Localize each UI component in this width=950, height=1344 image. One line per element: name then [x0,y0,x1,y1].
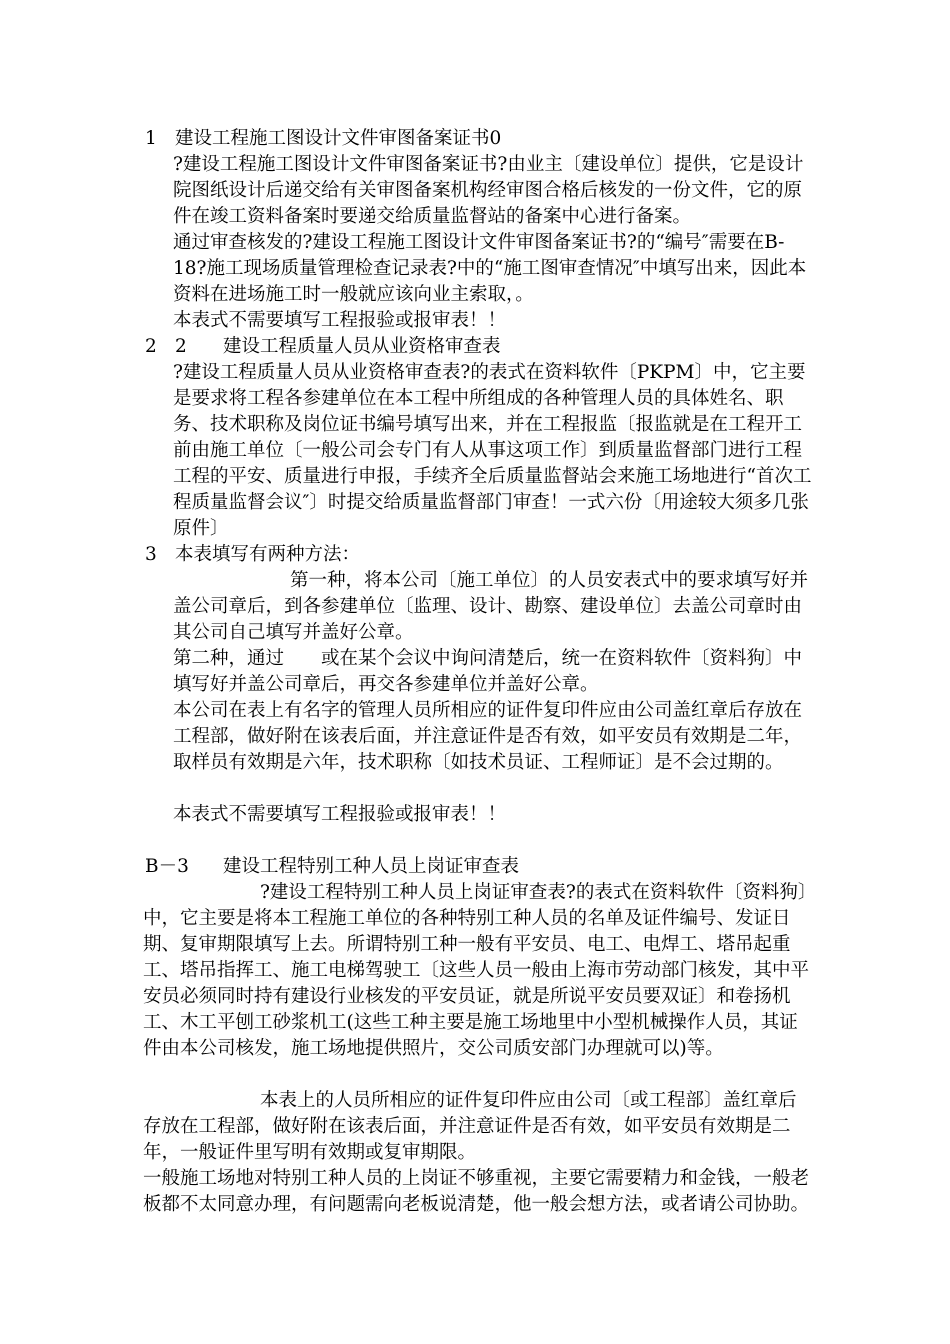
section-title: 建设工程特别工种人员上岗证审查表 [223,856,520,877]
section-number: 3 [145,544,157,565]
section-number: 1 [145,128,157,149]
section-2-heading [145,334,501,360]
section-title: 建设工程质量人员从业资格审查表 [223,336,501,357]
paragraph: 第二种，通过 或在某个会议中询问清楚后，统一在资料软件〔资料狗〕中填写好并盖公司章后，再交各参建单位并盖好公章。 [173,648,803,695]
section-b3-heading [145,854,519,880]
paragraph: 本表式不需要填写工程报验或报审表！！ [173,310,507,331]
section-1-heading [145,126,501,152]
paragraph: ?建设工程施工图设计文件审图备案证书?由业主〔建设单位〕提供，它是设计院图纸设计后递交给有关审图备案机构经审图合格后核发的一份文件，它的原件在竣工资料备案时要递交给质量监督站的备案中心进行备案。 [173,154,804,227]
section-title: 本表填写有两种方法： [175,544,361,565]
paragraph: 一般施工场地对特别工种人员的上岗证不够重视，主要它需要精力和金钱，一般老板都不太同意办理，有问题需向老板说清楚，他一般会想方法，或者请公司协助。 [143,1168,810,1215]
section-number: 2 [145,336,157,357]
paragraph: ?建设工程特别工种人员上岗证审查表?的表式在资料软件〔资料狗〕中，它主要是将本工程施工单位的各种特别工种人员的名单及证件编号、发证日期、复审期限填写上去。所谓特别工种一般有平安员、电工、电焊工、塔吊起重工、塔吊指挥工、施工电梯驾驶工〔这些人员一般由上海市劳动部门核发，其中平安员必须同时持有建设行业核发的平安员证，就是所说平安员要双证〕和卷扬机工、木工平刨工砂浆机工(这些工种主要是施工场地里中小型机械操作人员，其证件由本公司核发，施工场地提供照片，交公司质安部门办理就可以)等。 [143,882,810,1059]
section-3-heading [145,542,360,568]
paragraph: 第一种，将本公司〔施工单位〕的人员安表式中的要求填写好并盖公司章后，到各参建单位〔监理、设计、勘察、建设单位〕去盖公司章时由其公司自己填写并盖好公章。 [173,570,809,643]
paragraph: 本表上的人员所相应的证件复印件应由公司〔或工程部〕盖红章后存放在工程部，做好附在该表后面，并注意证件是否有效，如平安员有效期是二年，一般证件里写明有效期或复审期限。 [143,1090,797,1163]
paragraph: 本表式不需要填写工程报验或报审表！！ [173,804,507,825]
paragraph: 本公司在表上有名字的管理人员所相应的证件复印件应由公司盖红章后存放在工程部，做好附在该表后面，并注意证件是否有效，如平安员有效期是二年，取样员有效期是六年，技术职称〔如技术员证、工程师证〕是不会过期的。 [173,700,803,773]
section-title: 建设工程施工图设计文件审图备案证书0 [175,128,502,149]
paragraph: ?建设工程质量人员从业资格审查表?的表式在资料软件〔PKPM〕中，它主要是要求将工程各参建单位在本工程中所组成的各种管理人员的具体姓名、职务、技术职称及岗位证书编号填写出来，并在工程报监〔报监就是在工程开工前由施工单位〔一般公司会专门有人从事这项工作〕到质量监督部门进行工程工程的平安、质量进行申报，手续齐全后质量监督站会来施工场地进行“首次工程质量监督会议″〕时提交给质量监督部门审查！一式六份〔用途较大须多几张原件〕 [173,362,812,539]
paragraph: 通过审查核发的?建设工程施工图设计文件审图备案证书?的“编号″需要在B-18?施工现场质量管理检查记录表?中的“施工图审查情况″中填写出来，因此本资料在进场施工时一般就应该向业主索取，。 [173,232,807,305]
section-number: B－3 [145,856,189,877]
section-subnumber: 2 [175,336,187,357]
